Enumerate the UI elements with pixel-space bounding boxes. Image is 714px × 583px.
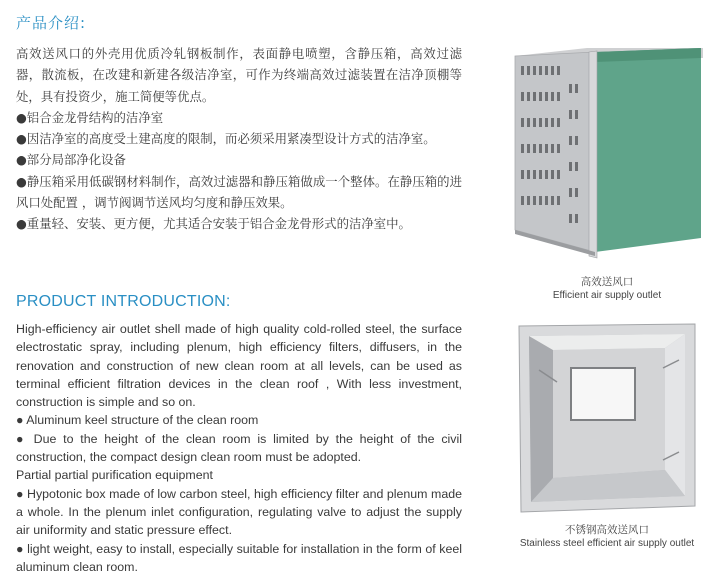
image-caption-1 — [507, 275, 707, 303]
cn-bullet: ●静压箱采用低碳钢材料制作，高效过滤器和静压箱做成一个整体。在静压箱的进风口处配置 ，调节阀调节送风均匀度和静压效果。 — [16, 173, 462, 211]
en-bullet: ● Due to the height of the clean room is limited by the height of the civil construction, the compact design clean room must be adopted. — [16, 431, 462, 465]
en-body — [16, 320, 462, 576]
en-line: Partial partial purification equipment — [16, 468, 213, 483]
cn-bullet: ●因洁净室的高度受土建高度的限制，而必须采用紧凑型设计方式的洁净室。 — [16, 131, 436, 147]
caption-cn: 高效送风口 — [580, 276, 634, 288]
cn-title: 产品介绍: — [16, 14, 87, 32]
caption-cn: 不锈钢高效送风口 — [565, 524, 649, 536]
en-bullet: ● Hypotonic box made of low carbon steel, high efficiency filter and plenum made a whole. In the plenum inlet configuration, regulating valve to adjust the supply air uniformity and static pressure effect. — [16, 486, 462, 538]
caption-en: Efficient air supply outlet — [552, 290, 662, 301]
product-image-efficient-outlet — [513, 44, 703, 270]
cn-paragraph: 高效送风口的外壳用优质冷轧钢板制作，表面静电喷塑，含静压箱，高效过滤器，散流板，在改建和新建各级洁净室，可作为终端高效过滤装置在洁净顶棚等处，具有投资少，施工简便等优点。 — [16, 46, 462, 104]
en-title: PRODUCT INTRODUCTION: — [16, 293, 231, 310]
cn-bullet: ●部分局部净化设备 — [16, 152, 126, 168]
en-paragraph: High-efficiency air outlet shell made of high quality cold-rolled steel, the surface electrostatic spray, including plenum, high efficiency filters, diffusers, in the renovation and construction of new clean room at all levels, can be used as terminal efficient filtration devices in the clean roof , With less investment, construction is simple and so on. — [16, 322, 462, 410]
cn-body — [16, 43, 462, 235]
cn-bullet: ●重量轻、安装、更方便，尤其适合安装于铝合金龙骨形式的洁净室中。 — [16, 216, 411, 232]
cn-bullet: ●铝合金龙骨结构的洁净室 — [16, 109, 164, 125]
product-image-stainless-outlet — [513, 320, 703, 520]
caption-en: Stainless steel efficient air supply outlet — [519, 538, 695, 549]
en-bullet: ● Aluminum keel structure of the clean room — [16, 413, 259, 428]
image-caption-2 — [507, 523, 707, 551]
en-bullet: ● light weight, easy to install, especially suitable for installation in the form of keel aluminum clean room. — [16, 541, 462, 574]
